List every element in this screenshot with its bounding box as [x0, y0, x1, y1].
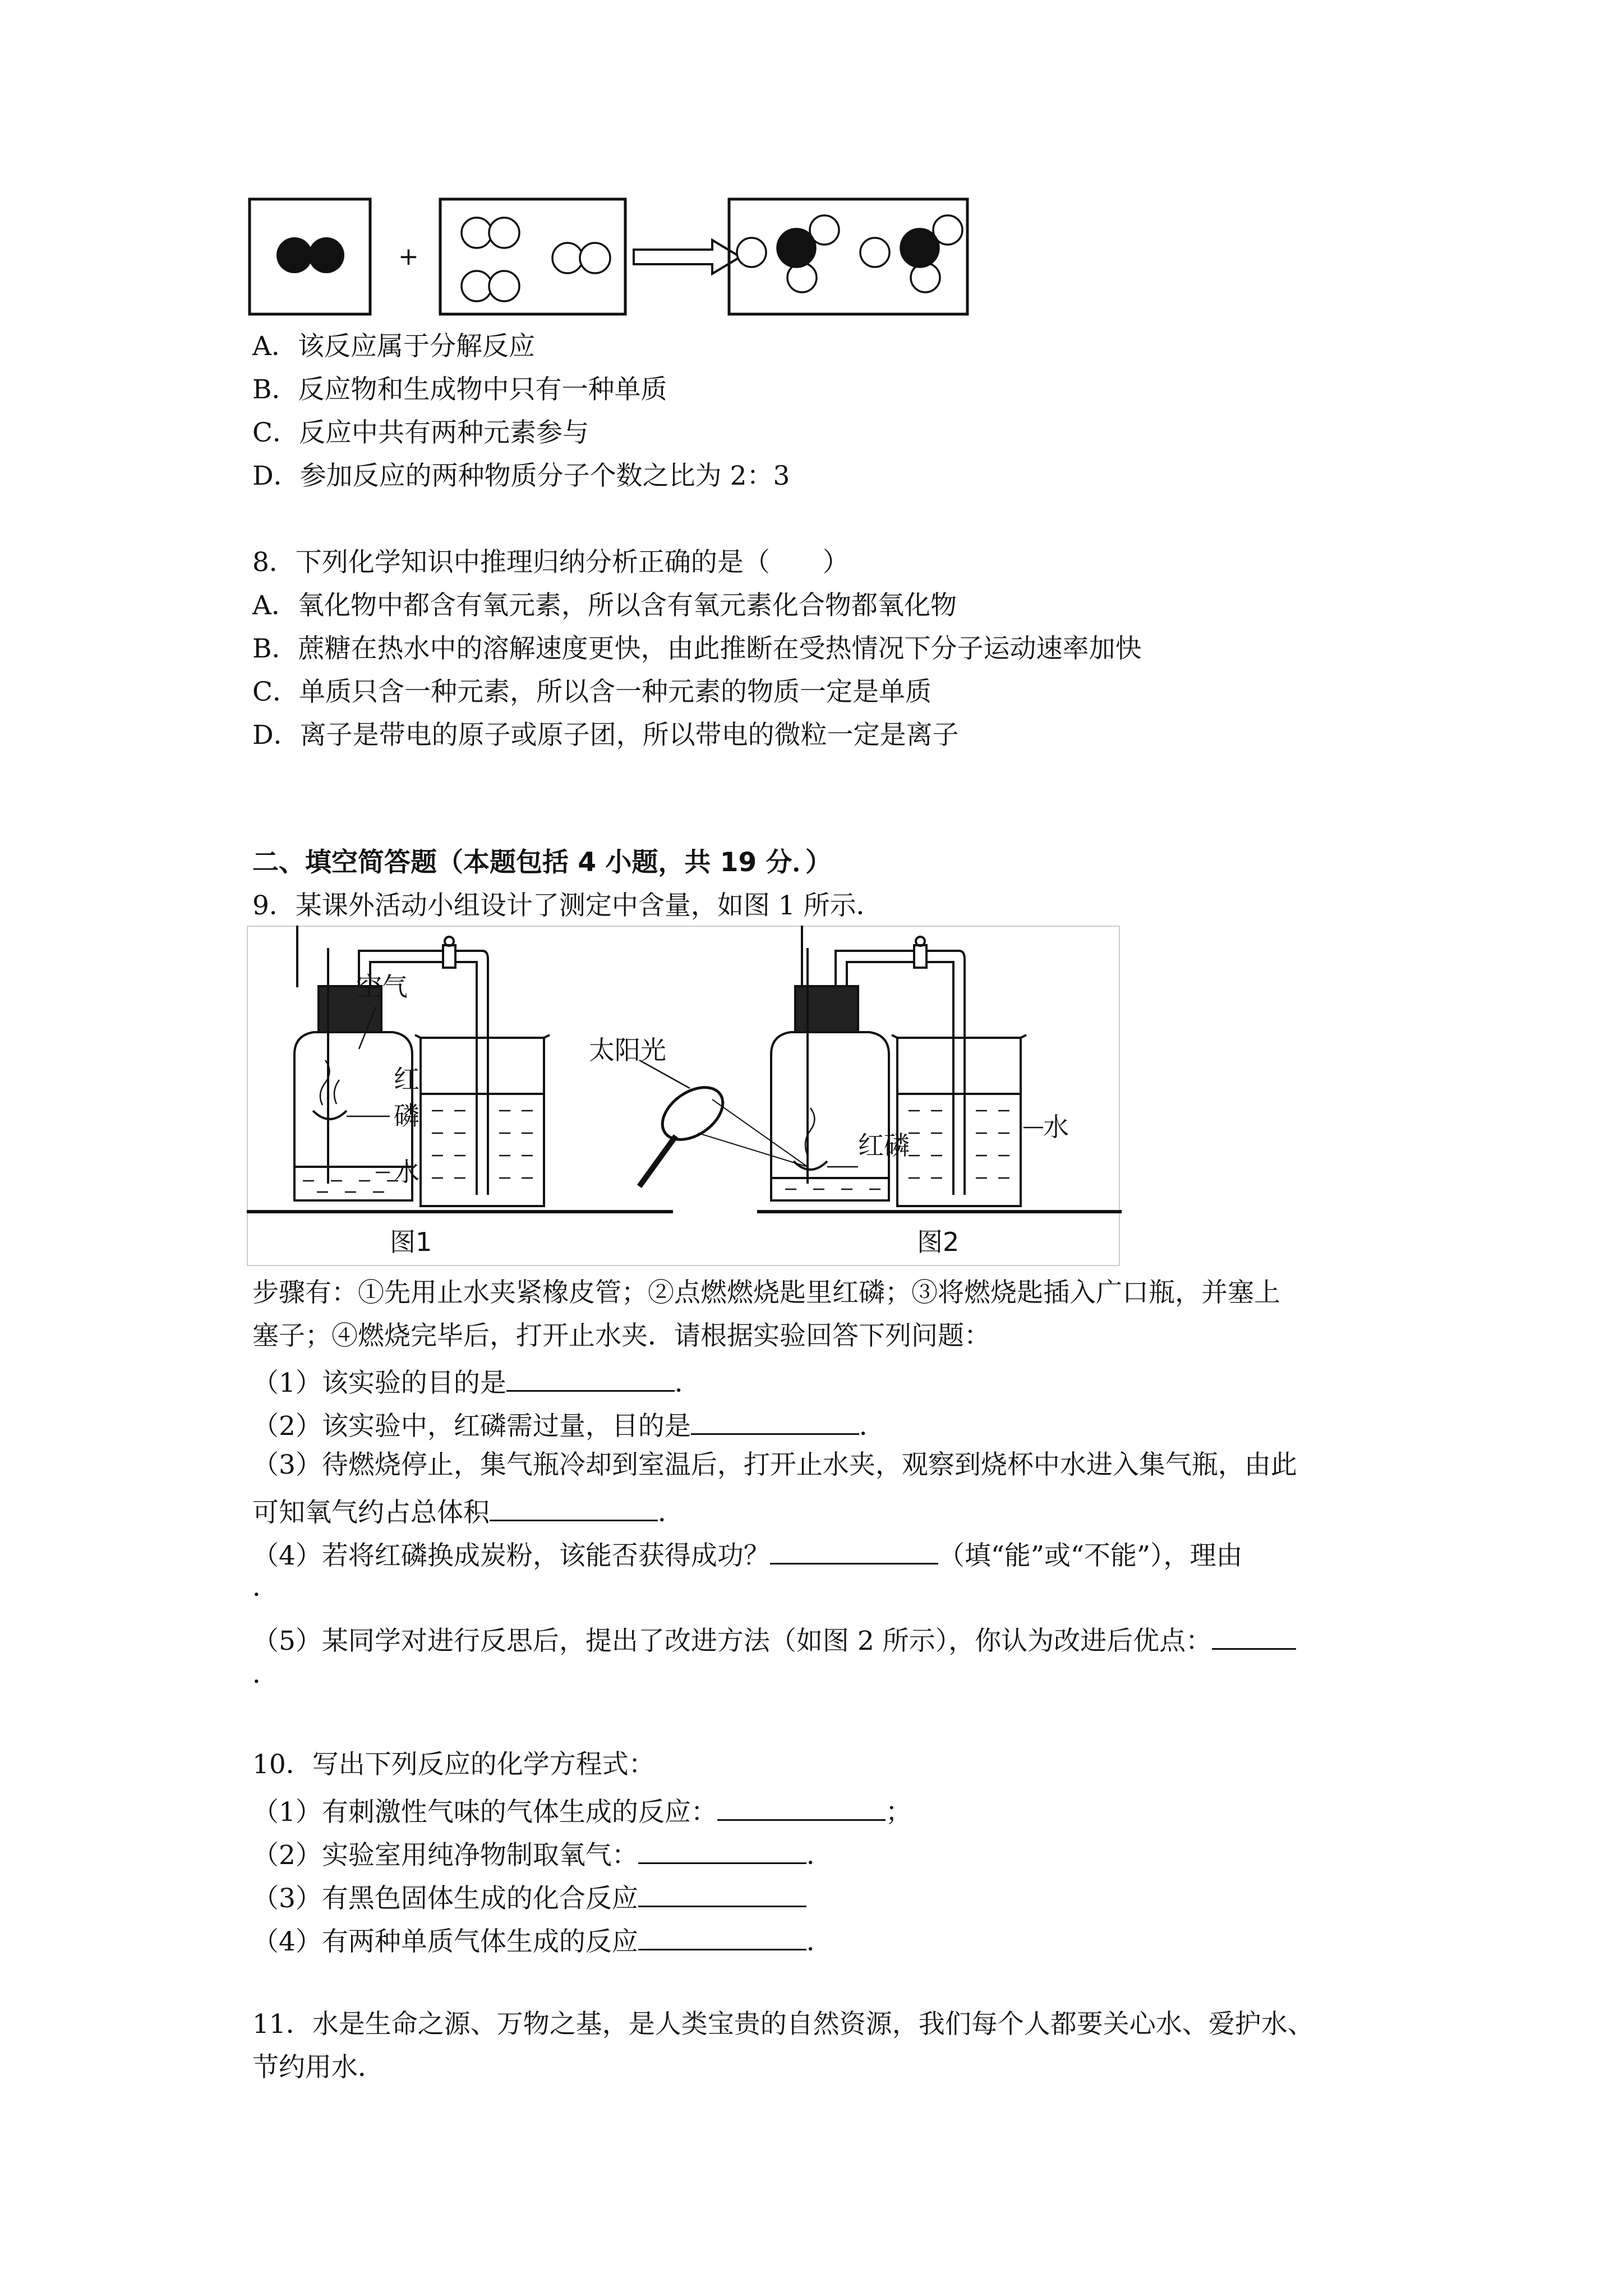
q8-option-a: A．氧化物中都含有氧元素，所以含有氧元素化合物都氧化物 [252, 590, 957, 621]
q8-option-d: D．离子是带电的原子或原子团，所以带电的微粒一定是离子 [252, 720, 959, 751]
plus-sign: + [398, 242, 419, 271]
black-atom [308, 237, 344, 273]
q9-apparatus-figure [247, 926, 1122, 1268]
q10-part-3: （3）有黑色固体生成的化合反应 [252, 1878, 806, 1916]
reaction-arrow [634, 240, 740, 274]
q7-option-d: D．参加反应的两种物质分子个数之比为 2：3 [252, 461, 790, 491]
label-air: 空气 [356, 972, 408, 1002]
label-red-phosphorus: 红磷 [858, 1130, 910, 1161]
label-fig2: 图2 [917, 1227, 960, 1257]
answer-blank[interactable] [490, 1492, 658, 1521]
q9-part-3b: 可知氧气约占总体积 ． [252, 1492, 684, 1530]
q7-option-b: B．反应物和生成物中只有一种单质 [252, 374, 667, 405]
q9-part-2: （2）该实验中，红磷需过量，目的是 ． [252, 1405, 886, 1443]
answer-blank[interactable] [506, 1362, 675, 1392]
q10-part-1: （1）有刺激性气味的气体生成的反应： ； [252, 1791, 912, 1829]
answer-blank[interactable] [770, 1535, 938, 1565]
q9-part-1: （1）该实验的目的是 ． [252, 1362, 701, 1400]
q9-steps-1: 步骤有：①先用止水夹紧橡皮管；②点燃燃烧匙里红磷；③将燃烧匙插入广口瓶，并塞上 [252, 1277, 1280, 1308]
q9-part-5-end: ． [252, 1659, 279, 1690]
q8-stem: 8．下列化学知识中推理归纳分析正确的是（ ） [252, 547, 849, 578]
q9-part-5: （5）某同学对进行反思后，提出了改进方法（如图 2 所示），你认为改进后优点： [252, 1620, 1296, 1658]
answer-blank[interactable] [638, 1878, 806, 1907]
q11-line-1: 11．水是生命之源、万物之基，是人类宝贵的自然资源，我们每个人都要关心水、爱护水、 [252, 2009, 1314, 2040]
black-atom [276, 237, 312, 273]
q7-option-c: C．反应中共有两种元素参与 [252, 417, 589, 448]
answer-blank[interactable] [1212, 1620, 1296, 1650]
answer-blank[interactable] [638, 1834, 806, 1864]
section-title: 二、填空简答题（本题包括 4 小题，共 19 分．） [252, 847, 832, 878]
q9-stem: 9．某课外活动小组设计了测定中含量，如图 1 所示． [252, 890, 883, 921]
label-phos: 磷 [394, 1101, 419, 1131]
q9-part-4: （4）若将红磷换成炭粉，该能否获得成功？ （填“能”或“不能”），理由 [252, 1535, 1243, 1573]
answer-blank[interactable] [717, 1791, 886, 1821]
q9-part-3a: （3）待燃烧停止，集气瓶冷却到室温后，打开止水夹，观察到烧杯中水进入集气瓶，由此 [252, 1450, 1297, 1480]
q11-line-2: 节约用水． [252, 2052, 384, 2083]
q10-stem: 10．写出下列反应的化学方程式： [252, 1749, 655, 1780]
answer-blank[interactable] [638, 1921, 806, 1950]
q7-reaction-diagram [247, 196, 976, 320]
q8-option-c: C．单质只含一种元素，所以含一种元素的物质一定是单质 [252, 677, 932, 707]
label-sunlight: 太阳光 [589, 1035, 666, 1065]
q7-option-a: A．该反应属于分解反应 [252, 331, 535, 362]
label-fig1: 图1 [390, 1227, 432, 1257]
label-red: 红 [394, 1064, 419, 1094]
label-water-2: 水 [1043, 1112, 1069, 1142]
label-water-1: 水 [394, 1157, 419, 1187]
q9-part-4-end: ． [252, 1572, 279, 1603]
q10-part-2: （2）实验室用纯净物制取氧气： ． [252, 1834, 833, 1872]
answer-blank[interactable] [691, 1405, 859, 1435]
q8-option-b: B．蔗糖在热水中的溶解速度更快，由此推断在受热情况下分子运动速率加快 [252, 633, 1142, 664]
q9-steps-2: 塞子；④燃烧完毕后，打开止水夹．请根据实验回答下列问题： [252, 1320, 990, 1351]
q10-part-4: （4）有两种单质气体生成的反应 ． [252, 1921, 833, 1959]
